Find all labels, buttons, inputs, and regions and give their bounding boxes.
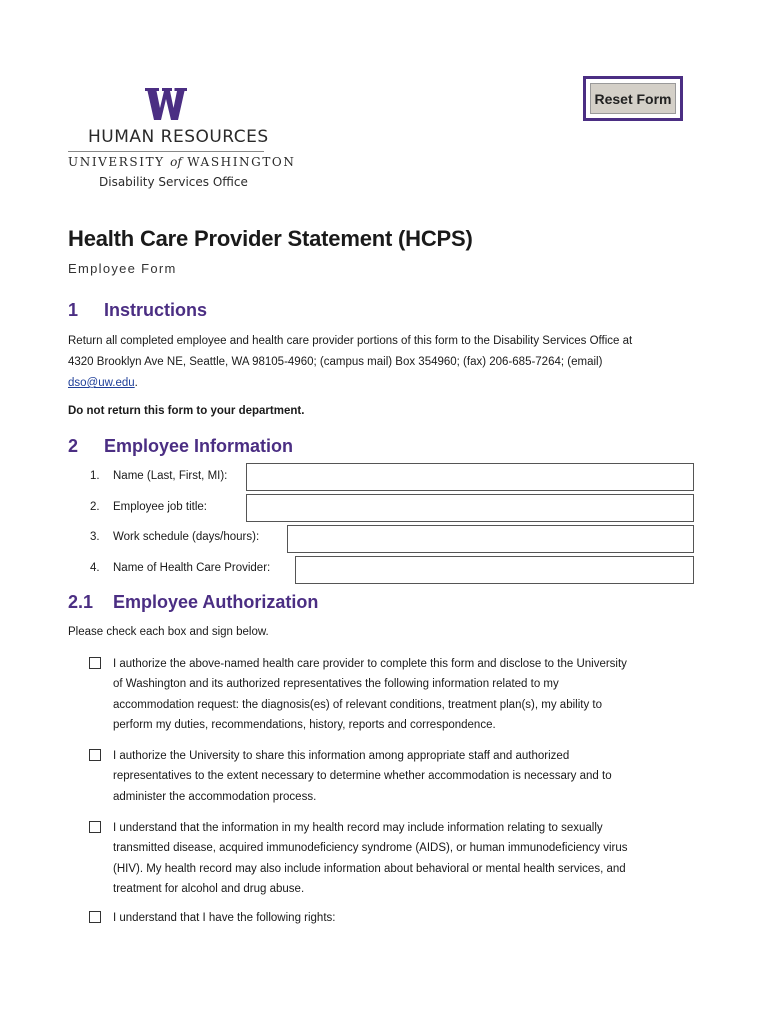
section-2-1-heading: Employee Authorization	[113, 592, 319, 612]
name-label: Name (Last, First, MI):	[113, 470, 228, 482]
name-field[interactable]	[246, 463, 694, 491]
department-warning: Do not return this form to your department.	[68, 405, 305, 417]
page-title: Health Care Provider Statement (HCPS)	[68, 226, 473, 251]
health-record-text: I understand that the information in my health record may include information relating to sexually transmitted disease, acquired immunodeficiency syndrome (AIDS), or human immunodeficiency virus (HIV). My health record may also include information about behavioral or mental health services, and treatment for alcohol and drug abuse.	[113, 822, 628, 895]
authorize-sharing-text: I authorize the University to share this information among appropriate staff and authorized representatives to the extent necessary to determine whether accommodation is necessary and to administer the accommodation process.	[113, 750, 612, 803]
job-title-label: Employee job title:	[113, 501, 207, 513]
authorize-provider-checkbox[interactable]	[89, 657, 101, 669]
uw-w-logo	[145, 88, 187, 120]
authorize-sharing-checkbox[interactable]	[89, 749, 101, 761]
field-1-number: 1.	[90, 470, 100, 482]
authorization-intro: Please check each box and sign below.	[68, 626, 269, 638]
authorize-provider-text: I authorize the above-named health care provider to complete this form and disclose to the University of Washington and its authorized representatives the following information related to my accommodation request: the diagnosis(es) of relevant conditions, treatment plan(s), my ability to perform my duties, recommendations, history, reports and correspondence.	[113, 658, 627, 731]
reset-form-button-label: Reset Form	[590, 83, 676, 114]
health-record-checkbox[interactable]	[89, 821, 101, 833]
job-title-field[interactable]	[246, 494, 694, 522]
field-3-number: 3.	[90, 531, 100, 543]
logo-department: HUMAN RESOURCES	[88, 127, 269, 147]
reset-form-button[interactable]	[583, 76, 683, 121]
rights-text: I understand that I have the following rights:	[113, 912, 336, 924]
work-schedule-field[interactable]	[287, 525, 694, 553]
section-2-heading: Employee Information	[104, 436, 294, 456]
instructions-text: Return all completed employee and health care provider portions of this form to the Disability Services Office at 4320 Brooklyn Ave NE, Seattle, WA 98105-4960; (campus mail) Box 354960; (fax) 206-685-7264; (email) dso@uw.edu.	[68, 335, 633, 389]
section-2-number: 2	[68, 436, 79, 456]
page-subtitle: Employee Form	[68, 261, 177, 276]
rights-checkbox[interactable]	[89, 911, 101, 923]
section-1-number: 1	[68, 300, 79, 320]
logo-office: Disability Services Office	[99, 175, 248, 189]
email-link[interactable]: dso@uw.edu	[68, 377, 135, 389]
section-1-heading: Instructions	[104, 300, 208, 320]
work-schedule-label: Work schedule (days/hours):	[113, 531, 260, 543]
section-2-1-number: 2.1	[68, 592, 94, 612]
logo-divider	[68, 151, 264, 152]
logo-university: UNIVERSITY of WASHINGTON	[68, 155, 296, 169]
field-4-number: 4.	[90, 562, 100, 574]
provider-name-field[interactable]	[295, 556, 694, 584]
provider-name-label: Name of Health Care Provider:	[113, 562, 271, 574]
field-2-number: 2.	[90, 501, 100, 513]
